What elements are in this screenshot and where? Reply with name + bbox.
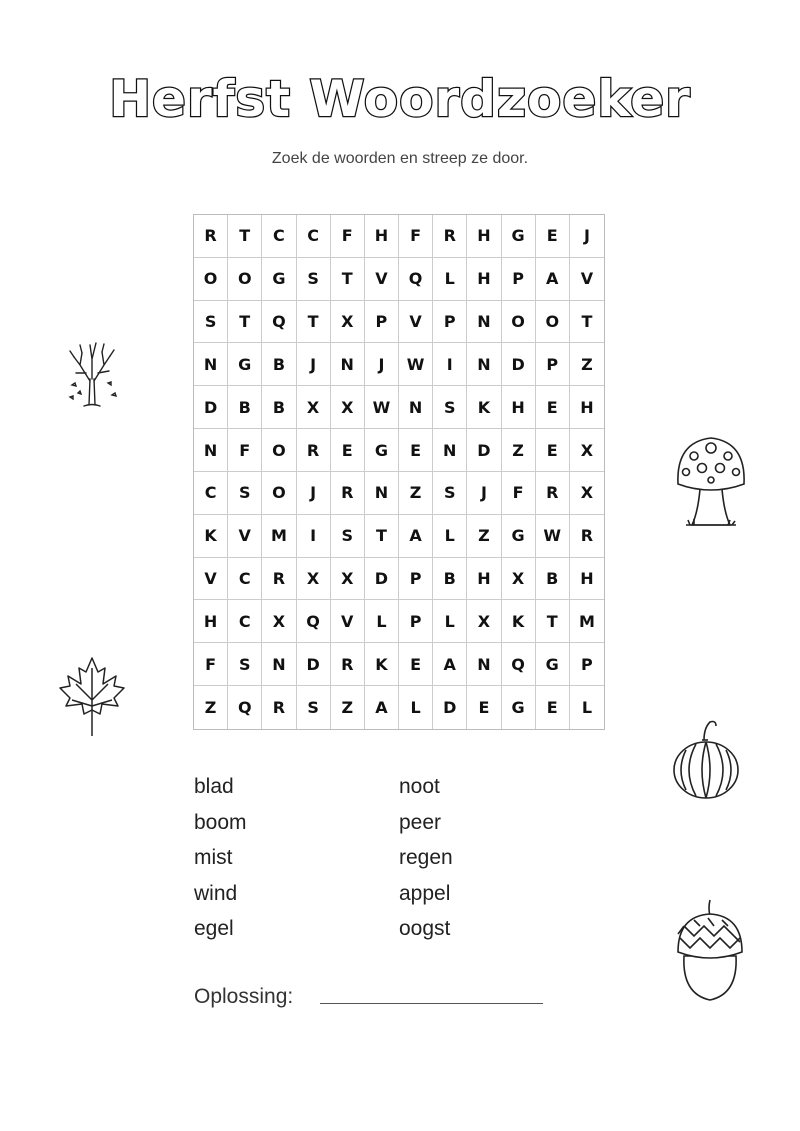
grid-cell: E (536, 686, 570, 729)
grid-cell: F (228, 429, 262, 472)
grid-cell: E (399, 429, 433, 472)
grid-cell: T (228, 215, 262, 258)
grid-cell: Z (331, 686, 365, 729)
grid-cell: P (502, 258, 536, 301)
grid-cell: E (467, 686, 501, 729)
grid-cell: V (331, 600, 365, 643)
grid-cell: X (297, 558, 331, 601)
grid-cell: E (536, 215, 570, 258)
grid-cell: S (228, 472, 262, 515)
grid-cell: A (365, 686, 399, 729)
grid-cell: X (262, 600, 296, 643)
grid-cell: P (399, 558, 433, 601)
grid-cell: H (467, 558, 501, 601)
solution-label: Oplossing: (194, 985, 294, 1008)
grid-cell: C (228, 558, 262, 601)
grid-cell: O (228, 258, 262, 301)
grid-cell: E (331, 429, 365, 472)
word-item: wind (194, 881, 238, 905)
grid-cell: R (536, 472, 570, 515)
grid-cell: C (194, 472, 228, 515)
grid-cell: X (467, 600, 501, 643)
grid-cell: D (194, 386, 228, 429)
grid-cell: X (570, 472, 604, 515)
word-item: mist (194, 846, 233, 869)
grid-cell: G (536, 643, 570, 686)
tree-icon (62, 335, 122, 409)
grid-cell: L (365, 600, 399, 643)
word-item: boom (194, 810, 247, 834)
grid-cell: O (262, 472, 296, 515)
grid-cell: Z (399, 472, 433, 515)
grid-cell: T (570, 301, 604, 344)
grid-cell: Z (570, 343, 604, 386)
grid-cell: W (365, 386, 399, 429)
grid-cell: L (399, 686, 433, 729)
grid-cell: T (536, 600, 570, 643)
grid-cell: R (262, 558, 296, 601)
grid-cell: G (262, 258, 296, 301)
grid-cell: M (262, 515, 296, 558)
grid-cell: C (297, 215, 331, 258)
grid-cell: X (570, 429, 604, 472)
grid-cell: W (399, 343, 433, 386)
grid-cell: E (536, 386, 570, 429)
grid-cell: H (467, 258, 501, 301)
word-item: egel (194, 917, 234, 940)
grid-cell: R (262, 686, 296, 729)
grid-cell: R (194, 215, 228, 258)
solution-line (320, 1003, 543, 1004)
grid-cell: B (536, 558, 570, 601)
grid-cell: N (399, 386, 433, 429)
grid-cell: S (297, 258, 331, 301)
grid-cell: Q (502, 643, 536, 686)
maple-leaf-icon (58, 654, 126, 738)
word-search-grid (193, 214, 605, 730)
grid-cell: S (433, 386, 467, 429)
grid-cell: P (365, 301, 399, 344)
grid-cell: S (331, 515, 365, 558)
grid-cell: F (399, 215, 433, 258)
word-item: regen (399, 846, 453, 869)
word-list-left (194, 772, 247, 950)
grid-cell: T (228, 301, 262, 344)
grid-cell: O (194, 258, 228, 301)
word-item: blad (194, 775, 234, 798)
grid-cell: C (262, 215, 296, 258)
grid-cell: D (297, 643, 331, 686)
grid-cell: N (262, 643, 296, 686)
grid-cell: V (194, 558, 228, 601)
grid-cell: L (581, 698, 593, 718)
grid-cell: J (297, 343, 331, 386)
grid-cell: A (399, 515, 433, 558)
grid-cell: D (365, 558, 399, 601)
grid-cell: D (433, 686, 467, 729)
grid-cell: G (502, 515, 536, 558)
grid-cell: R (570, 515, 604, 558)
grid-cell: B (228, 386, 262, 429)
grid-cell: O (262, 429, 296, 472)
grid-cell: G (365, 429, 399, 472)
grid-cell: G (228, 343, 262, 386)
grid-cell: L (433, 515, 467, 558)
grid-cell: T (297, 301, 331, 344)
grid-cell: N (467, 343, 501, 386)
grid-cell: T (331, 258, 365, 301)
grid-cell: P (433, 301, 467, 344)
grid-cell: Z (194, 686, 228, 729)
grid-cell: V (399, 301, 433, 344)
grid-cell: X (502, 558, 536, 601)
grid-cell: A (536, 258, 570, 301)
grid-cell: Z (467, 515, 501, 558)
grid-cell: N (467, 643, 501, 686)
grid-cell: X (331, 301, 365, 344)
grid-cell: K (467, 386, 501, 429)
grid-cell: V (365, 258, 399, 301)
grid-cell: H (467, 215, 501, 258)
word-list-right (399, 772, 453, 950)
grid-cell: C (228, 600, 262, 643)
grid-cell: N (433, 429, 467, 472)
grid-cell: S (228, 643, 262, 686)
word-item: appel (399, 881, 451, 905)
grid-cell: A (433, 643, 467, 686)
word-item: oogst (399, 917, 451, 940)
page-title: Herfst Woordzoeker (109, 70, 691, 128)
grid-cell: H (570, 386, 604, 429)
grid-cell: X (331, 558, 365, 601)
grid-cell: P (536, 343, 570, 386)
grid-cell: D (467, 429, 501, 472)
grid-cell: Q (228, 686, 262, 729)
grid-cell: K (194, 515, 228, 558)
grid-cell: F (194, 643, 228, 686)
acorn-icon (674, 896, 746, 1002)
mushroom-icon (672, 432, 750, 532)
grid-cell: J (365, 343, 399, 386)
grid-cell: O (502, 301, 536, 344)
grid-cell: K (365, 643, 399, 686)
grid-cell: R (297, 429, 331, 472)
grid-cell: K (502, 600, 536, 643)
pumpkin-icon (670, 718, 742, 802)
grid-cell: N (467, 301, 501, 344)
grid-cell: F (502, 472, 536, 515)
word-item: noot (399, 775, 440, 798)
grid-cell: J (467, 472, 501, 515)
grid-cell: X (331, 386, 365, 429)
grid-cell: B (262, 386, 296, 429)
grid-cell: O (536, 301, 570, 344)
grid-cell: G (502, 215, 536, 258)
grid-cell: F (331, 215, 365, 258)
grid-cell: B (433, 558, 467, 601)
grid-cell: H (365, 215, 399, 258)
grid-cell: H (502, 386, 536, 429)
grid-cell: N (194, 429, 228, 472)
grid-cell: E (536, 429, 570, 472)
grid-cell: J (570, 215, 604, 258)
grid-cell: R (331, 643, 365, 686)
grid-cell: N (331, 343, 365, 386)
grid-cell: V (228, 515, 262, 558)
grid-cell: D (502, 343, 536, 386)
grid-cell: I (297, 515, 331, 558)
grid-cell: S (433, 472, 467, 515)
grid-cell: J (297, 472, 331, 515)
grid-cell: V (570, 258, 604, 301)
grid-cell: X (297, 386, 331, 429)
grid-cell: H (194, 600, 228, 643)
grid-cell: W (536, 515, 570, 558)
grid-cell: T (365, 515, 399, 558)
grid-cell: S (297, 686, 331, 729)
grid-cell: P (570, 643, 604, 686)
instructions: Zoek de woorden en streep ze door. (271, 150, 529, 167)
grid-cell: S (194, 301, 228, 344)
grid-cell: L (433, 600, 467, 643)
grid-cell: L (433, 258, 467, 301)
grid-cell: N (194, 343, 228, 386)
grid-cell: P (399, 600, 433, 643)
grid-cell: B (262, 343, 296, 386)
grid-cell: M (570, 600, 604, 643)
grid-cell: R (331, 472, 365, 515)
grid-cell: Q (297, 600, 331, 643)
grid-cell: N (365, 472, 399, 515)
grid-cell: Q (262, 301, 296, 344)
grid-cell: G (502, 686, 536, 729)
grid-cell: Q (399, 258, 433, 301)
word-item: peer (399, 810, 442, 834)
grid-cell: Z (502, 429, 536, 472)
grid-cell: E (399, 643, 433, 686)
grid-cell: R (433, 215, 467, 258)
grid-cell: I (433, 343, 467, 386)
grid-cell: H (570, 558, 604, 601)
